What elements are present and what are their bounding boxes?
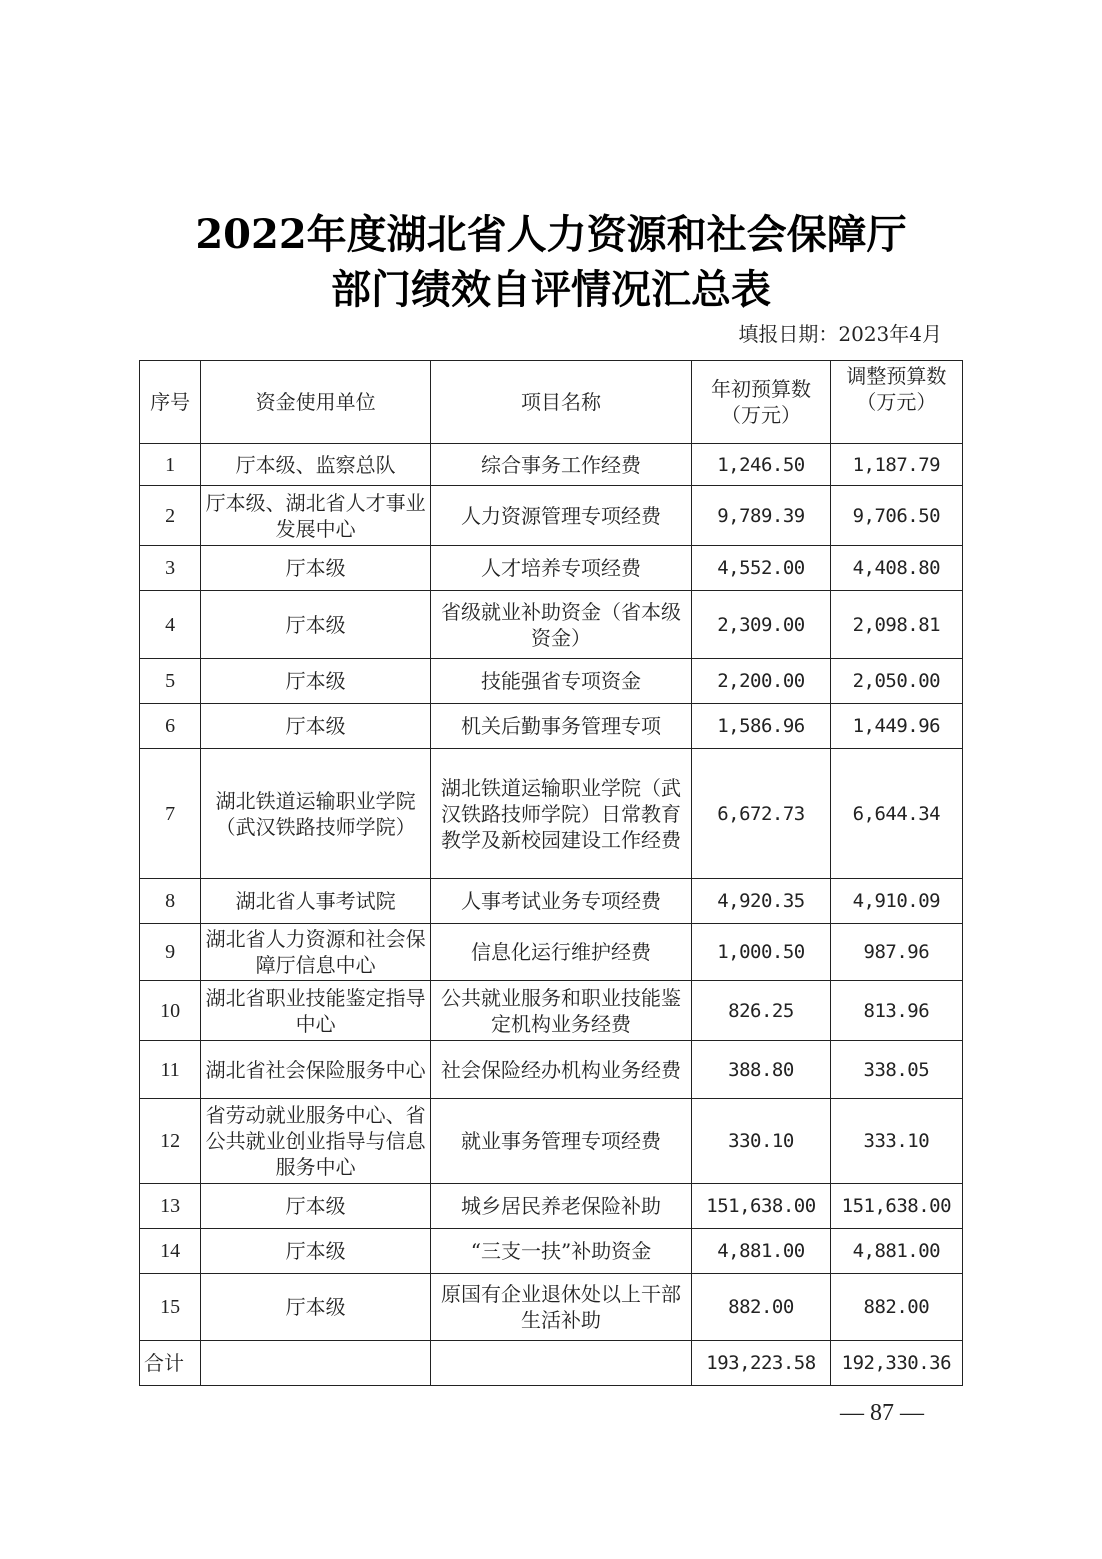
row-initial-budget: 4,552.00 xyxy=(692,546,831,591)
row-unit: 湖北省社会保险服务中心 xyxy=(201,1041,431,1099)
row-project: 机关后勤事务管理专项 xyxy=(430,704,691,749)
row-project: 公共就业服务和职业技能鉴定机构业务经费 xyxy=(430,981,691,1041)
row-unit: 厅本级 xyxy=(201,704,431,749)
row-project: 社会保险经办机构业务经费 xyxy=(430,1041,691,1099)
row-adjusted-budget: 987.96 xyxy=(830,924,962,981)
document-title-line1: 2022年度湖北省人力资源和社会保障厅 xyxy=(195,211,907,258)
row-initial-budget: 1,000.50 xyxy=(692,924,831,981)
row-initial-budget: 4,920.35 xyxy=(692,879,831,924)
row-project: 信息化运行维护经费 xyxy=(430,924,691,981)
row-seq: 11 xyxy=(140,1041,201,1099)
row-adjusted-budget: 2,050.00 xyxy=(830,659,962,704)
total-unit xyxy=(201,1341,431,1386)
row-seq: 3 xyxy=(140,546,201,591)
header-unit: 资金使用单位 xyxy=(201,361,431,444)
row-initial-budget: 4,881.00 xyxy=(692,1229,831,1274)
row-adjusted-budget: 151,638.00 xyxy=(830,1184,962,1229)
row-seq: 7 xyxy=(140,749,201,879)
total-initial-budget: 193,223.58 xyxy=(692,1341,831,1386)
row-project: 人力资源管理专项经费 xyxy=(430,486,691,546)
row-initial-budget: 388.80 xyxy=(692,1041,831,1099)
row-unit: 厅本级、监察总队 xyxy=(201,444,431,486)
total-label: 合计 xyxy=(140,1341,201,1386)
row-seq: 8 xyxy=(140,879,201,924)
row-project: 人事考试业务专项经费 xyxy=(430,879,691,924)
header-adjusted-budget-unit: （万元） xyxy=(856,390,937,414)
row-seq: 2 xyxy=(140,486,201,546)
row-adjusted-budget: 4,910.09 xyxy=(830,879,962,924)
row-seq: 10 xyxy=(140,981,201,1041)
row-seq: 6 xyxy=(140,704,201,749)
row-unit: 厅本级 xyxy=(201,1229,431,1274)
table-row xyxy=(140,486,963,546)
header-project: 项目名称 xyxy=(430,361,691,444)
report-date: 填报日期：2023年4月 xyxy=(738,322,942,346)
row-unit: 湖北省人力资源和社会保障厅信息中心 xyxy=(201,924,431,981)
table-row xyxy=(140,749,963,879)
row-unit: 厅本级、湖北省人才事业发展中心 xyxy=(201,486,431,546)
performance-summary-table xyxy=(139,360,963,1386)
row-unit: 湖北铁道运输职业学院（武汉铁路技师学院） xyxy=(201,749,431,879)
header-initial-budget-label: 年初预算数 xyxy=(710,377,811,401)
table-row xyxy=(140,591,963,659)
row-initial-budget: 826.25 xyxy=(692,981,831,1041)
table-row xyxy=(140,1041,963,1099)
table-header-row xyxy=(140,361,963,444)
table-row xyxy=(140,981,963,1041)
row-initial-budget: 1,586.96 xyxy=(692,704,831,749)
row-adjusted-budget: 9,706.50 xyxy=(830,486,962,546)
row-seq: 14 xyxy=(140,1229,201,1274)
table-row xyxy=(140,879,963,924)
header-adjusted-budget-label: 调整预算数 xyxy=(846,364,947,388)
row-project: 就业事务管理专项经费 xyxy=(430,1099,691,1184)
table-total-row xyxy=(140,1341,963,1386)
row-project: “三支一扶”补助资金 xyxy=(430,1229,691,1274)
table-row xyxy=(140,444,963,486)
row-adjusted-budget: 4,408.80 xyxy=(830,546,962,591)
table-row xyxy=(140,1099,963,1184)
row-adjusted-budget: 1,449.96 xyxy=(830,704,962,749)
row-adjusted-budget: 4,881.00 xyxy=(830,1229,962,1274)
header-initial-budget-unit: （万元） xyxy=(720,403,801,427)
row-adjusted-budget: 2,098.81 xyxy=(830,591,962,659)
row-unit: 省劳动就业服务中心、省公共就业创业指导与信息服务中心 xyxy=(201,1099,431,1184)
table-row xyxy=(140,546,963,591)
row-project: 省级就业补助资金（省本级资金） xyxy=(430,591,691,659)
row-initial-budget: 2,200.00 xyxy=(692,659,831,704)
row-unit: 厅本级 xyxy=(201,546,431,591)
table-row xyxy=(140,924,963,981)
row-adjusted-budget: 1,187.79 xyxy=(830,444,962,486)
row-adjusted-budget: 813.96 xyxy=(830,981,962,1041)
row-seq: 4 xyxy=(140,591,201,659)
row-initial-budget: 2,309.00 xyxy=(692,591,831,659)
table-row xyxy=(140,1184,963,1229)
row-seq: 1 xyxy=(140,444,201,486)
header-adjusted-budget xyxy=(830,361,962,444)
row-unit: 厅本级 xyxy=(201,1184,431,1229)
row-unit: 湖北省人事考试院 xyxy=(201,879,431,924)
row-adjusted-budget: 333.10 xyxy=(830,1099,962,1184)
page-number: — 87 — xyxy=(840,1400,924,1426)
row-initial-budget: 1,246.50 xyxy=(692,444,831,486)
row-project: 综合事务工作经费 xyxy=(430,444,691,486)
row-initial-budget: 151,638.00 xyxy=(692,1184,831,1229)
row-project: 人才培养专项经费 xyxy=(430,546,691,591)
row-seq: 9 xyxy=(140,924,201,981)
row-adjusted-budget: 338.05 xyxy=(830,1041,962,1099)
row-seq: 15 xyxy=(140,1274,201,1341)
header-seq: 序号 xyxy=(140,361,201,444)
row-unit: 湖北省职业技能鉴定指导中心 xyxy=(201,981,431,1041)
row-unit: 厅本级 xyxy=(201,1274,431,1341)
row-project: 城乡居民养老保险补助 xyxy=(430,1184,691,1229)
row-unit: 厅本级 xyxy=(201,591,431,659)
table-row xyxy=(140,704,963,749)
table-row xyxy=(140,659,963,704)
row-adjusted-budget: 6,644.34 xyxy=(830,749,962,879)
total-project xyxy=(430,1341,691,1386)
row-initial-budget: 330.10 xyxy=(692,1099,831,1184)
table-row xyxy=(140,1274,963,1341)
table-row xyxy=(140,1229,963,1274)
row-initial-budget: 6,672.73 xyxy=(692,749,831,879)
document-title-line2: 部门绩效自评情况汇总表 xyxy=(331,266,771,313)
row-project: 原国有企业退休处以上干部生活补助 xyxy=(430,1274,691,1341)
row-project: 技能强省专项资金 xyxy=(430,659,691,704)
row-initial-budget: 882.00 xyxy=(692,1274,831,1341)
row-project: 湖北铁道运输职业学院（武汉铁路技师学院）日常教育教学及新校园建设工作经费 xyxy=(430,749,691,879)
row-seq: 13 xyxy=(140,1184,201,1229)
header-initial-budget xyxy=(692,361,831,444)
row-initial-budget: 9,789.39 xyxy=(692,486,831,546)
row-unit: 厅本级 xyxy=(201,659,431,704)
total-adjusted-budget: 192,330.36 xyxy=(830,1341,962,1386)
row-seq: 12 xyxy=(140,1099,201,1184)
row-seq: 5 xyxy=(140,659,201,704)
row-adjusted-budget: 882.00 xyxy=(830,1274,962,1341)
